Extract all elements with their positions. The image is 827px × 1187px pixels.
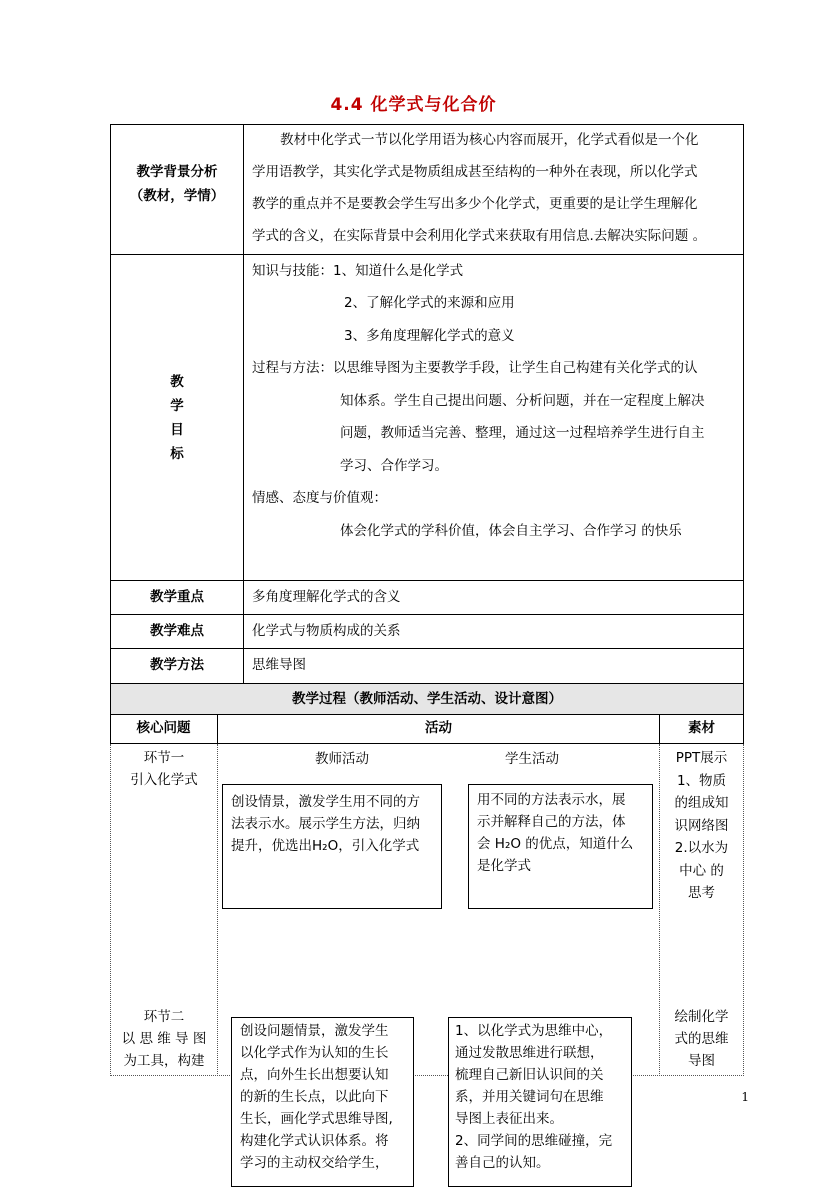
step2-material-line: 式的思维 <box>674 1031 729 1047</box>
step1-teacher-box <box>222 784 442 909</box>
goals-label-char: 标 <box>170 446 184 462</box>
step2-student-line: 善自己的认知。 <box>455 1155 550 1171</box>
background-line: 教材中化学式一节以化学用语为核心内容而展开，化学式看似是一个化 <box>280 132 699 148</box>
step2-student-line: 梳理自己新旧认识间的关 <box>455 1067 604 1083</box>
step2-teacher-line: 创设问题情景，激发学生 <box>240 1023 389 1039</box>
step2-student-line: 1、以化学式为思维中心， <box>455 1023 613 1039</box>
step2-core-line: 为工具，构建 <box>123 1053 205 1069</box>
emotion-line-1: 情感、态度与价值观： <box>252 490 387 506</box>
goals-label-char: 学 <box>170 398 184 414</box>
goals-label <box>111 370 243 466</box>
step2-student-line: 2、同学间的思维碰撞，完 <box>455 1133 613 1149</box>
step1-core-line: 环节一 <box>143 750 185 766</box>
step2-teacher-line: 以化学式作为认知的生长 <box>240 1045 389 1061</box>
emotion-line-2: 体会化学式的学科价值，体会自主学习、合作学习 的快乐 <box>340 523 682 539</box>
step2-teacher-line: 点，向外生长出想要认知 <box>240 1067 389 1083</box>
step1-teacher-line: 创设情景，激发学生用不同的方 <box>231 794 420 810</box>
background-label-line2: （教材，学情） <box>129 188 225 204</box>
step1-material-line: 的组成知 <box>674 795 729 811</box>
step1-student-line: 示并解释自己的方法，体 <box>477 814 626 830</box>
step1-teacher-line: 法表示水。展示学生方法，归纳 <box>231 816 420 832</box>
process-header: 教学过程（教师活动、学生活动、设计意图） <box>292 691 562 707</box>
step1-material-line: 2.以水为 <box>674 840 729 856</box>
page-title: 4.4 化学式与化合价 <box>330 95 497 115</box>
goals-label-char: 教 <box>170 374 184 390</box>
step2-material-line: 绘制化学 <box>674 1009 729 1025</box>
step2-teacher-line: 构建化学式认识体系。将 <box>240 1133 389 1149</box>
step1-student-line: 用不同的方法表示水，展 <box>477 792 626 808</box>
process-line-3: 问题，教师适当完善、整理，通过这一过程培养学生进行自主 <box>340 425 705 441</box>
background-line: 学式的含义，在实际背景中会利用化学式来获取有用信息.去解决实际问题 。 <box>252 228 707 244</box>
col-activity-header: 活动 <box>425 720 452 736</box>
key-point-label: 教学重点 <box>150 589 204 605</box>
process-line-2: 知体系。学生自己提出问题、分析问题，并在一定程度上解决 <box>340 393 705 409</box>
step2-material <box>660 1006 743 1072</box>
key-point-value: 多角度理解化学式的含义 <box>252 589 401 605</box>
step2-student-line: 系，并用关键词句在思维 <box>455 1089 604 1105</box>
goals-label-char: 目 <box>170 422 184 438</box>
step2-core <box>112 1006 216 1072</box>
step2-student-box <box>448 1017 632 1187</box>
step1-core-line: 引入化学式 <box>130 772 198 788</box>
step1-material-line: 思考 <box>688 885 715 901</box>
process-line-1: 过程与方法：以思维导图为主要教学手段，让学生自己构建有关化学式的认 <box>252 360 698 376</box>
step1-material-line: 1、物质 <box>676 772 727 789</box>
knowledge-line-1: 知识与技能：1、知道什么是化学式 <box>252 263 464 279</box>
step2-teacher-line: 的新的生长点，以此向下 <box>240 1089 389 1105</box>
step2-student-line: 通过发散思维进行联想， <box>455 1045 604 1061</box>
step2-student-line: 导图上表征出来。 <box>455 1111 563 1127</box>
difficulty-value: 化学式与物质构成的关系 <box>252 623 401 639</box>
method-value: 思维导图 <box>252 657 306 673</box>
step1-material-line: PPT展示 <box>675 750 728 766</box>
step1-material-line: 识网络图 <box>674 817 729 834</box>
col-material-header: 素材 <box>688 720 715 736</box>
step1-core <box>112 747 216 791</box>
process-line-4: 学习、合作学习。 <box>340 458 448 474</box>
teacher-activity-label: 教师活动 <box>315 751 369 767</box>
background-line: 教学的重点并不是要教会学生写出多少个化学式，更重要的是让学生理解化 <box>252 196 698 212</box>
step2-teacher-line: 学习的主动权交给学生， <box>240 1155 389 1171</box>
page-number: 1 <box>741 1090 749 1104</box>
background-label-line1: 教学背景分析 <box>136 164 218 180</box>
step1-student-line: 是化学式 <box>477 858 531 874</box>
student-activity-label: 学生活动 <box>505 751 559 767</box>
step2-core-line: 环节二 <box>143 1009 185 1025</box>
step2-material-line: 导图 <box>688 1053 715 1069</box>
step2-core-line: 以 思 维 导 图 <box>121 1031 207 1047</box>
step1-teacher-line: 提升，优选出H₂O，引入化学式 <box>231 838 420 854</box>
background-text <box>252 124 742 252</box>
step1-material <box>660 747 743 905</box>
background-line: 学用语教学，其实化学式是物质组成甚至结构的一种外在表现，所以化学式 <box>252 164 698 180</box>
step1-student-line: 会 H₂O 的优点，知道什么 <box>477 836 634 852</box>
background-label <box>111 160 243 208</box>
method-label: 教学方法 <box>150 657 204 673</box>
step1-material-line: 中心 的 <box>679 862 724 879</box>
col-core-header: 核心问题 <box>136 720 191 736</box>
difficulty-label: 教学难点 <box>150 623 204 639</box>
step2-teacher-line: 生长，画化学式思维导图, <box>240 1111 393 1127</box>
step1-student-box <box>468 784 653 909</box>
knowledge-line-3: 3、多角度理解化学式的意义 <box>344 328 515 344</box>
knowledge-line-2: 2、了解化学式的来源和应用 <box>344 295 515 311</box>
step2-teacher-box <box>231 1017 414 1187</box>
